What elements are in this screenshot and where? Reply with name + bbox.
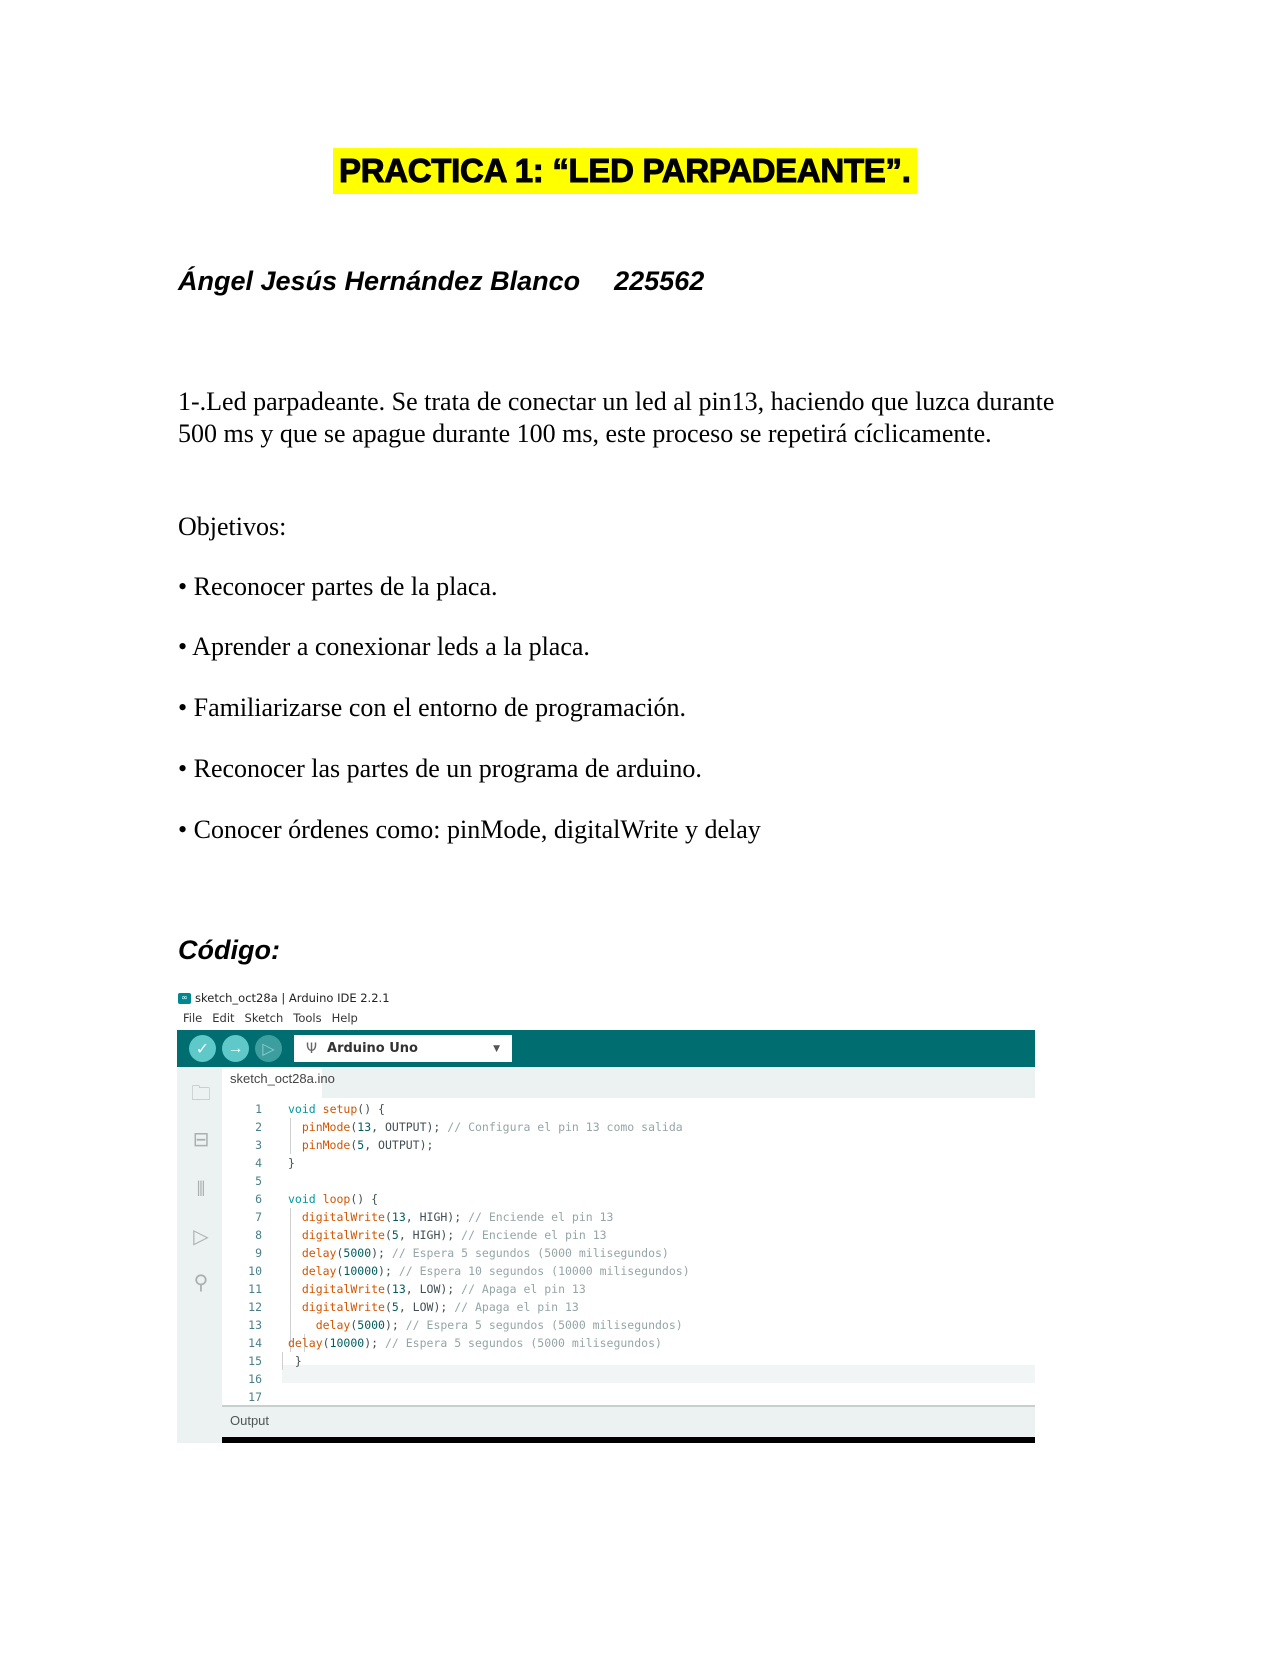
code-line: pinMode(13, OUTPUT); // Configura el pin 13 como salida — [301, 1120, 683, 1134]
objective-item: • Conocer órdenes como: pinMode, digitalWrite y delay — [178, 815, 761, 844]
ide-toolbar — [177, 1030, 1035, 1067]
tab-sketch-file[interactable]: sketch_oct28a.ino — [222, 1067, 322, 1098]
objectives-heading: Objetivos: — [178, 512, 287, 541]
ide-sidebar — [177, 1067, 222, 1442]
upload-button[interactable] — [222, 1035, 249, 1062]
line-number: 4 — [255, 1156, 262, 1170]
code-line: delay(5000); // Espera 5 segundos (5000 milisegundos) — [301, 1246, 669, 1260]
menu-file[interactable]: File — [183, 1011, 203, 1025]
title-highlight — [333, 148, 917, 194]
line-number: 5 — [255, 1174, 262, 1188]
output-label[interactable]: Output — [230, 1413, 270, 1428]
code-line: void loop() { — [288, 1192, 379, 1206]
code-line: digitalWrite(13, LOW); // Apaga el pin 13 — [301, 1282, 586, 1296]
code-line: delay(10000); // Espera 5 segundos (5000 milisegundos) — [288, 1336, 662, 1350]
debug-icon: ▷ — [262, 1040, 275, 1058]
author-line — [178, 266, 704, 297]
objective-item: • Reconocer las partes de un programa de arduino. — [178, 754, 702, 783]
arduino-logo-icon: ∞ — [178, 993, 191, 1004]
line-number: 10 — [248, 1264, 262, 1278]
current-line-highlight — [282, 1365, 1035, 1383]
objective-item: • Reconocer partes de la placa. — [178, 572, 498, 601]
window-title: sketch_oct28a | Arduino IDE 2.2.1 — [195, 991, 390, 1005]
objective-item: • Familiarizarse con el entorno de programación. — [178, 693, 686, 722]
ide-title-bar — [178, 991, 390, 1005]
menu-help[interactable]: Help — [331, 1011, 358, 1025]
usb-icon: Ψ — [306, 1040, 318, 1057]
line-number: 13 — [248, 1318, 262, 1332]
menu-edit[interactable]: Edit — [212, 1011, 235, 1025]
code-editor[interactable] — [222, 1098, 1035, 1405]
board-selector[interactable] — [294, 1035, 512, 1062]
search-icon[interactable]: ⚲ — [193, 1270, 209, 1294]
line-number: 3 — [255, 1138, 262, 1152]
code-line: digitalWrite(5, LOW); // Apaga el pin 13 — [301, 1300, 579, 1314]
author-name: Ángel Jesús Hernández Blanco — [178, 266, 581, 296]
line-number: 9 — [255, 1246, 262, 1260]
objective-item: • Aprender a conexionar leds a la placa. — [178, 632, 590, 661]
code-line: digitalWrite(5, HIGH); // Enciende el pin 13 — [301, 1228, 607, 1242]
debug-button[interactable] — [255, 1035, 282, 1062]
code-line: digitalWrite(13, HIGH); // Enciende el pin 13 — [301, 1210, 614, 1224]
arrow-right-icon: → — [227, 1039, 244, 1057]
code-line: pinMode(5, OUTPUT); — [301, 1138, 434, 1152]
line-number: 11 — [248, 1282, 262, 1296]
line-number: 1 — [255, 1102, 262, 1116]
line-number: 8 — [255, 1228, 262, 1242]
code-line: delay(10000); // Espera 10 segundos (10000 milisegundos) — [301, 1264, 690, 1278]
line-number: 6 — [255, 1192, 262, 1206]
student-id: 225562 — [614, 266, 705, 296]
line-number: 2 — [255, 1120, 262, 1134]
library-icon[interactable]: ⫴ — [196, 1177, 206, 1201]
menu-bar — [183, 1011, 358, 1025]
line-number: 12 — [248, 1300, 262, 1314]
menu-sketch[interactable]: Sketch — [244, 1011, 284, 1025]
code-line: void setup() { — [288, 1102, 385, 1116]
line-number: 7 — [255, 1210, 262, 1224]
document-title: PRACTICA 1: “LED PARPADEANTE”. — [339, 152, 911, 189]
code-line: } — [288, 1156, 295, 1170]
line-number: 16 — [248, 1372, 262, 1386]
debug-icon[interactable]: ▷ — [193, 1224, 209, 1248]
output-console — [222, 1437, 1035, 1443]
description-paragraph: 1-.Led parpadeante. Se trata de conectar un led al pin13, haciendo que luzca durante 500 ms y que se apague durante 100 ms, este proceso se repetirá cíclicamente. — [178, 387, 1055, 448]
indent-guide — [282, 1352, 283, 1370]
line-number: 17 — [248, 1390, 262, 1404]
tab-bar — [222, 1067, 1035, 1098]
menu-tools[interactable]: Tools — [293, 1011, 322, 1025]
sidebar-bottom — [177, 1405, 222, 1443]
check-icon: ✓ — [195, 1040, 210, 1058]
line-number: 15 — [248, 1354, 262, 1368]
folder-icon[interactable]: 🗀 — [191, 1081, 211, 1105]
code-line: delay(5000); // Espera 5 segundos (5000 milisegundos) — [315, 1318, 683, 1332]
output-panel-header — [222, 1405, 1035, 1437]
code-heading: Código: — [178, 935, 280, 965]
line-number: 14 — [248, 1336, 262, 1350]
board-name: Arduino Uno — [327, 1041, 418, 1056]
code-line: } — [288, 1354, 302, 1368]
boards-manager-icon[interactable]: ⊟ — [192, 1127, 210, 1151]
verify-button[interactable] — [189, 1035, 216, 1062]
chevron-down-icon: ▼ — [493, 1043, 500, 1054]
